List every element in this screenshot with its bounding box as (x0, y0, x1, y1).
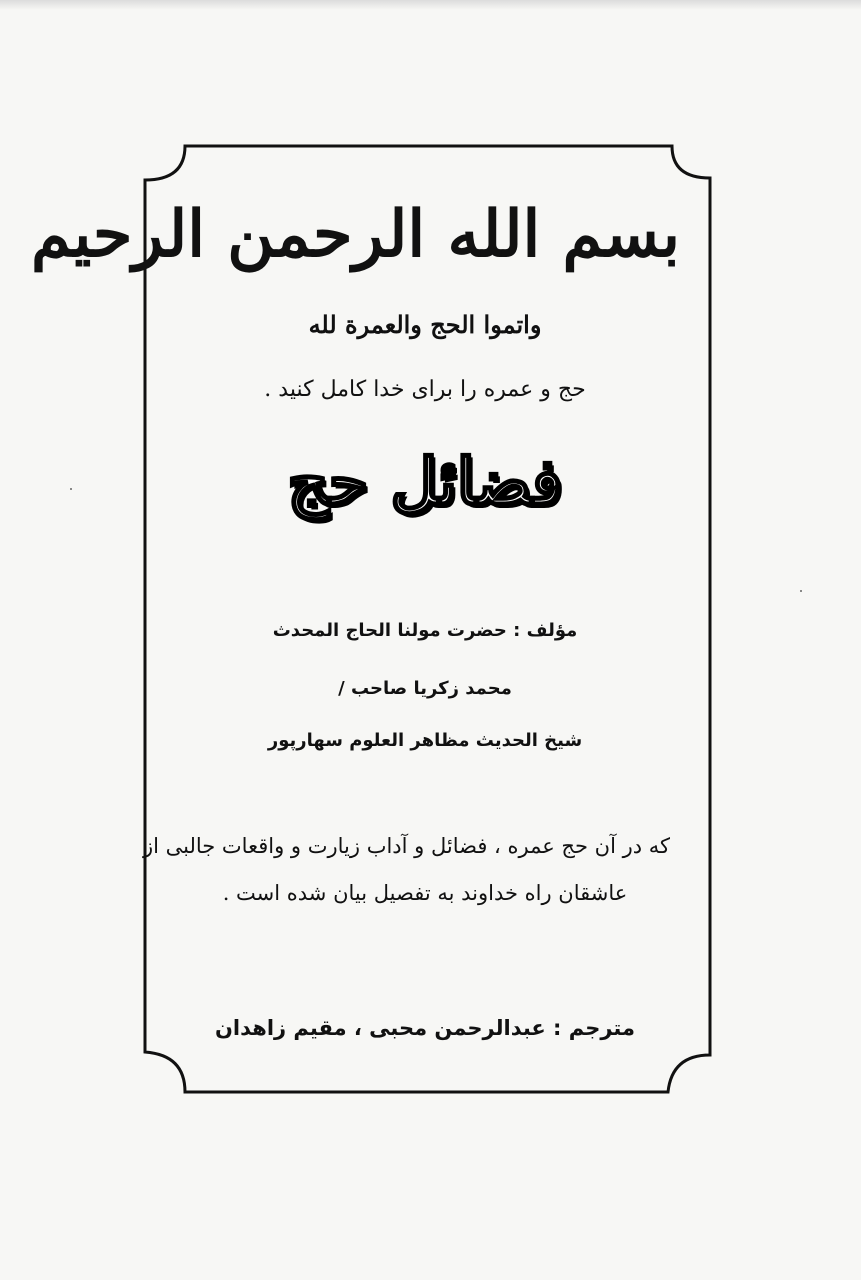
translator-credit: مترجم : عبدالرحمن محبی ، مقیم زاهدان (215, 1016, 635, 1040)
quran-verse: واتموا الحج والعمرة لله (308, 310, 542, 339)
scan-speck (70, 488, 72, 490)
basmala-calligraphy: بسم الله الرحمن الرحيم (30, 197, 680, 272)
author-line-3: شیخ الحدیث مظاهر العلوم سهارپور (267, 730, 583, 751)
book-title: فضائل حج (287, 445, 563, 520)
verse-translation: حج و عمره را برای خدا کامل کنید . (264, 377, 586, 402)
title-page (30, 150, 700, 1085)
author-line-1: مؤلف : حضرت مولنا الحاج المحدث (272, 620, 578, 641)
description-line-2: عاشقان راه خداوند به تفصیل بیان شده است . (222, 881, 628, 905)
scan-speck (800, 590, 802, 592)
description-line-1: که در آن حج عمره ، فضائل و آداب زیارت و واقعات جالبی از (142, 834, 670, 858)
author-line-2: محمد زکریا صاحب / (338, 678, 512, 699)
